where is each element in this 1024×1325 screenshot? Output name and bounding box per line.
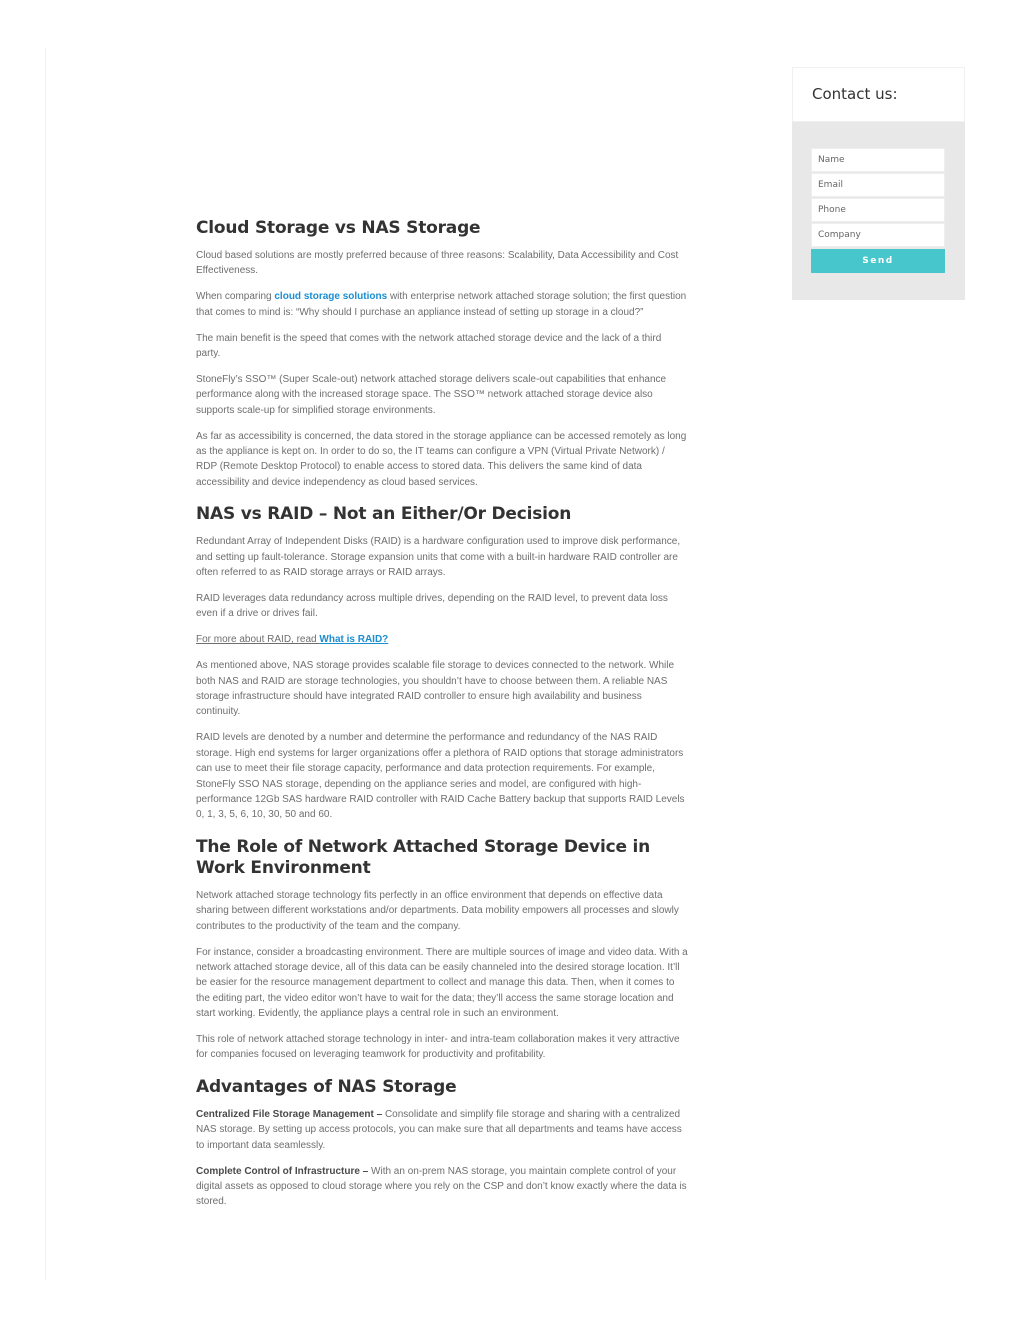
- paragraph-lead: Centralized File Storage Management –: [196, 1108, 383, 1120]
- paragraph: This role of network attached storage technology in inter- and intra-team collaboration makes it very attractive for companies focused on leveraging teamwork for productivity and profitability.: [196, 1034, 680, 1061]
- heading-role-of-nas: The Role of Network Attached Storage Device in Work Environment: [196, 836, 651, 878]
- paragraph-text: When comparing: [196, 291, 275, 303]
- heading-advantages: Advantages of NAS Storage: [196, 1076, 457, 1097]
- section-nas-vs-raid: [196, 504, 688, 823]
- paragraph-lead: Complete Control of Infrastructure –: [196, 1165, 369, 1177]
- email-field[interactable]: Email: [811, 173, 945, 197]
- paragraph: [196, 1164, 688, 1210]
- paragraph-text: For more about RAID, read: [196, 634, 320, 646]
- paragraph-text: with enterprise network attached storage solution; the first question that comes to mind is: “Why should I purchase an appliance instead of setting up storage in a cloud?”: [196, 291, 687, 318]
- paragraph: For instance, consider a broadcasting environment. There are multiple sources of image and video data. With a network attached storage device, all of this data can be easily channeled into the desired storage location. It’ll be easier for the resource management department to collect and manage this data. Then, when it comes to the editing part, the video editor won’t have to wait for the data; they’ll access the same storage location and start working. Evidently, the appliance plays a central role in such an environment.: [196, 946, 688, 1020]
- heading-nas-vs-raid: NAS vs RAID – Not an Either/Or Decision: [196, 504, 572, 525]
- name-field[interactable]: Name: [811, 148, 945, 172]
- phone-field[interactable]: Phone: [811, 198, 945, 222]
- paragraph: Redundant Array of Independent Disks (RAID) is a hardware configuration used to improve disk performance, and setting up fault-tolerance. Storage expansion units that come with a built-in hardware RAID controller are often referred to as RAID storage arrays or RAID arrays.: [196, 536, 681, 579]
- what-is-raid-link[interactable]: What is RAID?: [319, 634, 389, 646]
- article-body: [196, 218, 688, 1220]
- section-role-of-nas: [196, 837, 688, 1063]
- paragraph: As far as accessibility is concerned, the data stored in the storage appliance can be accessed remotely as long as the appliance is kept on. In order to do so, the IT teams can configure a VPN (Virtual Private Network) / RDP (Remote Desktop Protocol) to enable access to stored data. This delivers the same kind of data accessibility and device independency as cloud based services.: [196, 430, 687, 488]
- contact-header: [792, 67, 965, 122]
- contact-form: [792, 122, 965, 300]
- page-left-border: [45, 48, 46, 1280]
- paragraph-text: With an on-prem NAS storage, you maintain complete control of your digital assets as opposed to cloud storage where you rely on the CSP and don’t know exactly where the data is stored.: [196, 1165, 687, 1208]
- paragraph: RAID levels are denoted by a number and determine the performance and redundancy of the NAS RAID storage. High end systems for larger organizations offer a plethora of RAID options that storage administrators can use to meet their file storage capacity, performance and data protection requirements. For example, StoneFly SSO NAS storage, depending on the appliance series and model, are configured with high-performance 12Gb SAS hardware RAID controller with RAID Cache Battery backup that supports RAID Levels 0, 1, 3, 5, 6, 10, 30, 50 and 60.: [196, 732, 685, 821]
- section-advantages: [196, 1077, 688, 1210]
- contact-title: Contact us:: [812, 85, 898, 103]
- paragraph: [196, 632, 688, 647]
- paragraph: RAID leverages data redundancy across multiple drives, depending on the RAID level, to prevent data loss even if a drive or drives fail.: [196, 593, 668, 620]
- company-field[interactable]: Company: [811, 223, 945, 247]
- paragraph: The main benefit is the speed that comes with the network attached storage device and the lack of a third party.: [196, 332, 662, 360]
- send-button[interactable]: Send: [811, 249, 945, 273]
- paragraph: Network attached storage technology fits perfectly in an office environment that depends on effective data sharing between different workstations and/or departments. Data mobility empowers all processes and slowly contributes to the productivity of the team and the company.: [196, 889, 679, 932]
- cloud-storage-solutions-link[interactable]: cloud storage solutions: [274, 291, 388, 303]
- contact-widget: [792, 67, 965, 300]
- heading-cloud-vs-nas: Cloud Storage vs NAS Storage: [196, 218, 481, 238]
- paragraph: As mentioned above, NAS storage provides scalable file storage to devices connected to the network. While both NAS and RAID are storage technologies, you shouldn’t have to choose between them. A reliable NAS storage infrastructure should have integrated RAID controller to ensure high availability and business continuity.: [196, 660, 675, 718]
- paragraph: Cloud based solutions are mostly preferred because of three reasons: Scalability, Data Accessibility and Cost Effectiveness.: [196, 250, 679, 277]
- paragraph-text: Consolidate and simplify file storage and sharing with a centralized NAS storage. By setting up access protocols, you can make sure that all departments and teams have access to important data seamlessly.: [196, 1108, 682, 1151]
- paragraph: [196, 289, 688, 320]
- paragraph: [196, 1107, 688, 1153]
- paragraph: StoneFly’s SSO™ (Super Scale-out) network attached storage delivers scale-out capabilities that enhance performance along with the increased storage space. The SSO™ network attached storage device also supports scale-up for simplified storage environments.: [196, 373, 667, 416]
